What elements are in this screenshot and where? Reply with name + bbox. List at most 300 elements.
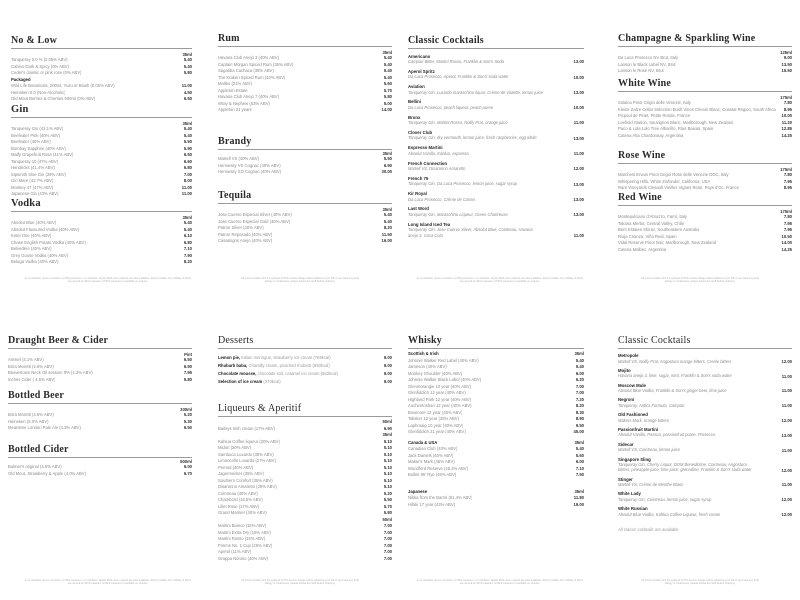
item-price: 5.10 [383,458,392,463]
item-name: Hennessy VS Cognac (40% ABV) [218,162,281,168]
cocktail-item [408,191,584,202]
item-name: Grand Marnier (40% ABV) [218,510,267,515]
cocktail-description: Tanqueray Gin, Luxardo maraschino liquor, Crème de Violette, lemon juice [408,89,543,95]
unit-label: Pint [184,352,192,357]
item-name: Appleton Estate [218,87,248,93]
cocktail-name: French Connection [408,160,448,166]
item-name: Takana Merlot, Central Valley, Chile [618,220,684,226]
dessert-text [218,362,330,370]
menu-item-row [618,68,792,75]
menu-item-row [11,191,192,198]
item-list [618,100,792,139]
item-name: Cabino Dark & Spicy (0% ABV) [11,63,69,69]
item-price: 11.80 [573,495,584,500]
cocktail-name: Old Fashioned [618,412,648,418]
cocktail-description: Tanqueray Gin, Da Luca Prosecco, lemon juice, sugar syrup [408,181,518,187]
item-price: 7.10 [183,246,192,251]
cocktail-name: Bellini [408,99,421,105]
item-name: Woodford Reserve (45.2% ABV) [408,465,468,471]
dessert-name: Chocolate mousse, [218,371,257,376]
item-name: Wild Life Botanicals, 200ml, Yuzu or Blush (0.05% ABV) [11,83,115,88]
item-name: Patron Reposado (40% ABV) [218,231,273,237]
cocktail-description: Tanqueray Gin, Cherry Liquor, DOM Benedictine, Cointreau, Angostura bitters, pineapple juice, lime juice, grenadine, Franklin & Son's soda water [618,462,752,473]
item-name: Martell VS (40% ABV) [218,156,259,161]
item-list [218,156,392,176]
item-price: 6.60 [183,158,192,164]
unit-label: 35ml [382,151,392,156]
item-name: Glenfiddich 12 year (40% ABV) [408,390,466,395]
item-price: 5.80 [183,70,192,75]
menu-item-row [8,471,192,478]
cocktail-name: Aviation [408,84,425,90]
section-red-wine [618,192,792,253]
item-list [618,172,792,192]
cocktail-name: White Lady [618,491,641,497]
item-name: Beefeater (40% ABV) [11,139,51,144]
cocktail-item [618,368,792,379]
dessert-description: chocolate soil, caramel ice cream (582kcal) [256,371,338,376]
item-name: Glenmorangie 10 year (40% ABV) [408,383,472,389]
item-price: 14.25 [781,132,792,138]
item-price: 6.00 [183,464,192,469]
item-price: 6.00 [575,459,584,464]
item-name: Chambord (16.5% ABV) [218,497,263,502]
section-title: Rose Wine [618,150,792,164]
item-price: 6.80 [183,239,192,245]
item-price: 5.60 [383,81,392,86]
item-list [11,57,192,77]
item-name: Bombay Sapphire (40% ABV) [11,145,66,151]
item-name: Midori (20% ABV) [218,445,252,450]
section-title: White Wine [618,78,792,92]
item-name: Malibu (21% ABV) [218,81,252,86]
item-price: 6.90 [383,162,392,168]
unit-label: 35ml [182,121,192,126]
cocktail-line [408,120,584,125]
cocktail-description: Absolut Vanilla, Passoa, passionfruit puree, Prosecco [618,432,716,438]
item-price: 11.00 [181,184,192,190]
section-title: Whisky [408,335,584,349]
item-name: Grey Goose Vodka (40% ABV) [11,252,69,258]
item-price: 5.40 [575,357,584,363]
item-name: Aperol (11% ABV) [218,549,252,554]
item-price: 5.40 [383,61,392,67]
cocktail-price: 12.00 [573,166,584,172]
item-name: Heineken 0.0 (Non-Alcoholic) [11,89,66,95]
item-name: Heineken (5.0% ABV) [8,418,49,424]
section-classic-cocktails [618,335,792,532]
unit-label: 50ml [382,516,392,522]
cocktail-item [408,54,584,65]
item-name: Hendricks (41.4% ABV) [11,165,55,170]
item-list [618,214,792,253]
cocktail-item [618,353,792,364]
dessert-list [218,354,392,386]
dessert-price: 9.00 [383,363,392,368]
item-price: 5.40 [383,68,392,73]
cocktail-item [618,491,792,502]
cocktail-name: Americano [408,53,431,59]
item-name: Laphroaig 10 year (40% ABV) [408,422,464,428]
item-name: Leefield Station, Sauvignon Blanc, Marlborough, New Zealand [618,119,734,125]
item-price: 7.00 [383,536,392,541]
item-name: Montepulciano d'Abruzzo, Farnì, Italy [618,214,687,219]
section-title: Draught Beer & Cider [8,335,192,349]
item-name: Maker's Mark (45% ABV) [408,459,455,464]
unit-label: 35ml [574,488,584,494]
item-price: 11.50 [381,231,392,237]
dessert-description: Italian meringue, strawberry ice cream (769kcal) [240,355,331,360]
item-price: 13.50 [781,61,792,67]
cocktail-item [618,397,792,408]
item-list [618,55,792,75]
item-name: Cointreau (40% ABV) [218,490,258,496]
item-price: 14.00 [381,107,392,112]
section-liqueurs [218,403,392,562]
item-name: Jagermeister (35% ABV) [218,471,264,476]
item-name: Meantime London Pale Ale (4.3% ABV) [8,425,81,430]
item-name: Inches Cider ( 4.5% ABV) [8,376,56,382]
item-name: Monkey Shoulder (40% ABV) [408,370,463,376]
section-title: No & Low [11,35,192,49]
section-white-wine [618,78,792,139]
item-name: Patron Silver (40% ABV) [218,225,264,230]
menu-item-row [618,185,792,192]
section-brandy [218,136,392,176]
cocktail-line [618,373,792,378]
cocktail-line [408,181,584,186]
cocktail-item [408,99,584,110]
item-name: Absolut Blue (40% ABV) [11,220,57,225]
item-name: Jameson (40% ABV) [408,364,447,369]
section-whisky [408,335,584,508]
footnote: All prices include VAT. An optional 12.5% service charge will be added to your bill. If you have any food allergy or intolerance, please advise the staff before ordering. [241,277,359,284]
cocktail-item [408,176,584,187]
cocktail-name: French 75 [408,175,429,181]
item-name: Sipsmith Sloe Gin (29% ABV) [11,171,66,177]
cocktail-description: Havana anejo 3, lime, sugar, mint, Franklin & Son's soda water [618,373,732,379]
item-list [8,357,192,383]
item-list [8,412,192,432]
item-price: 7.10 [575,465,584,471]
cocktail-line [408,90,584,95]
section-title: Rum [218,33,392,47]
item-name: Jose Cuervo Especial Gold (40% ABV) [218,218,291,224]
dessert-price: 9.00 [383,355,392,360]
section-title: Brandy [218,136,392,150]
item-name: Beluga Vodka (40% ABV) [11,259,59,264]
cocktail-price: 12.00 [781,512,792,518]
item-name: Limoncello Luxardo (27% ABV) [218,458,276,463]
item-list [218,212,392,245]
unit-label: 35ml [382,207,392,212]
dessert-row [218,370,392,378]
cocktail-item [408,145,584,156]
cocktail-price: 11.00 [781,388,792,394]
cocktails-note: All classic cocktails are available [618,527,679,533]
cocktail-description: Tanqueray Gin, Maraschino Liqueur, Green Chartreuse [408,211,508,217]
item-price: 5.10 [383,451,392,457]
cocktail-price: 11.00 [781,403,792,409]
item-price: 45.00 [573,429,584,434]
section-title: Tequila [218,190,392,204]
menu-page-cocktails-2 [600,300,800,600]
item-price: 7.95 [783,220,792,226]
menu-page-whisky [400,300,600,600]
item-price: 5.80 [183,376,192,382]
dessert-row [218,362,392,370]
item-name: Ceder's classic or pink rose (0% ABV) [11,70,82,75]
cocktail-name: Singapore Sling [618,456,651,462]
cocktail-price: 10.00 [573,105,584,111]
item-name: Monkey 47 (47% ABV) [11,184,54,190]
item-name: Johnnie Walker Black Label (40% ABV) [408,377,482,382]
footnote: All prices include VAT. An optional 12.5% service charge will be added to your bill. If you have any food allergy or intolerance, please advise the staff before ordering. [641,277,759,284]
item-name: Beefeater Pink (40% ABV) [11,132,61,138]
cocktail-price: 13.00 [573,196,584,202]
item-name: Bulmer's original (4.5% ABV) [8,464,62,469]
item-price: 7.00 [383,555,392,561]
menu-page-cocktails-1 [400,0,600,300]
item-name: Talisker 10 year (45% ABV) [408,416,459,421]
item-name: Wray & Nephew (63% ABV) [218,100,270,106]
item-price: 5.10 [383,464,392,470]
unit-label: 175ml [780,209,792,214]
cocktail-line [408,151,584,156]
menu-page-beer-cider [8,300,208,600]
cocktail-item [618,457,792,473]
item-price: 5.20 [383,490,392,496]
menu-item-row [218,556,392,563]
packaged-subheading: Packaged [11,76,31,82]
item-name: Martini Bianco (15% ABV) [218,523,267,528]
cocktail-line [408,197,584,202]
item-list [218,55,392,114]
item-price: 6.50 [183,96,192,101]
cocktail-description: Da Luca Prosecco, Aperol, Franklin & Son's soda water [408,74,509,80]
item-name: Gin Mare (42.7% ABV) [11,178,54,183]
item-price: 5.90 [183,145,192,151]
cocktail-line [618,403,792,408]
item-price: 5.70 [383,503,392,509]
cocktail-list [618,353,792,517]
item-price: 5.40 [383,74,392,80]
item-price: 6.70 [183,470,192,476]
cocktail-description: Absolut Vanilla, Kahlua, espresso [408,150,469,156]
item-price: 12.85 [781,126,792,131]
item-name: Jose Cuervo Especial Silver (40% ABV) [218,212,292,217]
unit-label: 50ml [382,419,392,424]
item-name: Tanqueray 10 (47% ABV) [11,158,59,164]
item-price: 5.40 [575,446,584,451]
cocktail-line [618,432,792,437]
item-list [11,83,192,103]
cocktail-name: Moscow Mule [618,382,646,388]
cocktail-item [408,84,584,95]
item-price: 5.10 [383,445,392,450]
item-price: 5.70 [383,87,392,93]
item-price: 7.00 [383,542,392,548]
item-name: Disaronno Amaretto (28% ABV) [218,484,277,489]
region-label: Scottish & Irish [408,351,439,356]
item-price: 5.40 [383,218,392,224]
item-name: Picpoul de Pinet, Petite Ronde, France [618,113,691,118]
spacer [408,479,584,489]
item-price: 15.50 [781,68,792,73]
item-name: Birra Moretti (4.6% ABV) [8,412,54,417]
menu-page-wine [600,0,800,300]
cocktail-price: 13.00 [573,135,584,141]
unit-label: 175ml [780,167,792,172]
item-price: 5.50 [383,497,392,502]
cocktail-description: Makers Mark, orange bitters [618,417,669,423]
cocktail-item [408,115,584,126]
item-price: 5.40 [383,55,392,60]
item-price: 9.00 [783,55,792,60]
dessert-text [218,354,331,362]
section-title: Bottled Cider [8,444,192,458]
menu-item-row [218,238,392,245]
item-price: 7.20 [575,396,584,402]
cocktail-price: 13.00 [573,89,584,95]
cocktail-line [618,418,792,423]
item-price: 16.00 [381,238,392,243]
cocktail-line [618,512,792,517]
cocktail-description: Da Luca Prosecco, peach liqueur, peach puree [408,104,494,110]
footnote: As a standard, price is served in a 25ml measure, or in doubles. Spirits 35ml upon request are also available. Spirits (Vodka, Gin, Whisky & Rum) are served as 35ml measure. A 50ml measure is available on request. [416,277,584,284]
cocktail-description: Tanqueray Gin, dry vermouth, lemon juice, fresh raspberries, egg white [408,135,537,141]
item-price: 5.10 [383,471,392,476]
cocktail-price: 12.00 [781,467,792,473]
item-name: Berri Estates Shiraz, Southeastern Australia [618,227,700,232]
item-price: 5.10 [383,438,392,444]
item-price: 8.20 [575,403,584,408]
cocktail-description: Martell VS, Cointreau, lemon juice [618,447,680,453]
whisky-groups [408,351,584,508]
item-price: 10.50 [781,233,792,239]
item-name: Malfy Grapefruit Rosa (41% ABV) [11,152,74,157]
item-price: 6.50 [183,425,192,430]
section-gin [11,104,192,198]
section-vodka [11,198,192,266]
menu-page-spirits-2 [200,0,400,300]
section-rum [218,33,392,114]
cocktail-item [618,442,792,453]
cocktail-price: 13.00 [573,212,584,218]
cocktail-item [618,383,792,394]
cocktail-price: 11.00 [781,373,792,379]
item-price: 7.00 [183,171,192,177]
item-price: 5.80 [383,510,392,515]
cocktail-description: Martell VS, Crème de Menthe Blanc [618,482,684,488]
item-name: Da Luca Prosecco NV Brut, Italy [618,55,679,60]
section-rose-wine [618,150,792,192]
item-price: 14.25 [781,246,792,252]
item-name: Rioja Crianza, Viña Real, Spain [618,233,677,239]
cocktail-name: Sidecar [618,441,634,447]
item-name: Tanqueray Gin (43.1% ABV) [11,126,64,131]
item-name: Tanqueray 0.0 % (0.05% ABV) [11,57,68,62]
menu-page-spirits-1 [8,0,208,300]
cocktail-list [408,54,584,238]
cocktail-price: 12.00 [781,497,792,503]
footnote: As a standard, price is served in a 25ml measure, or in doubles. Spirits 35ml upon request are also available. Spirits (Vodka, Gin, Whisky & Rum) are served as 35ml measure. A 50ml measure is available on request. [416,579,584,586]
item-price: 4.50 [183,89,192,95]
liqueur-groups [218,419,392,562]
item-name: Sambuca Luxardo (38% ABV) [218,451,274,457]
item-price: 5.40 [383,212,392,217]
footnote: All prices include VAT. An optional 12.5% service charge will be added to your bill. If you have any food allergy or intolerance, please advise the staff before ordering. [241,579,359,586]
item-name: Baileys Irish cream (17% ABV) [218,425,276,431]
menu-item-row [618,247,792,254]
item-name: Ketel One (40% ABV) [11,233,52,238]
region-label: Japanese [408,488,428,494]
cocktail-description: Martell VS, Noilly Prat, Angostura orange bitters, Creole bitters [618,358,732,364]
menu-item-row [8,425,192,432]
unit-label: 35ml [382,50,392,55]
dessert-name: Selection of ice cream [218,379,263,384]
item-name: Whispering Hills, White Zinfandel, California, USA [618,178,711,184]
item-list [8,464,192,477]
item-price: 6.50 [183,152,192,157]
cocktail-price: 13.00 [781,432,792,438]
item-name: Canadian Club (40% ABV) [408,446,458,451]
cocktail-description: Absolut Blue Vodka, Kahlua Coffee Liqueur, fresh cream [618,511,721,517]
cocktail-price: 13.00 [573,181,584,187]
cocktail-line [408,135,584,140]
item-price: 5.40 [183,126,192,131]
item-price: 7.00 [383,529,392,535]
item-price: 6.50 [183,357,192,362]
item-list [11,126,192,198]
item-price: 5.40 [183,63,192,69]
cocktail-line [408,105,584,110]
item-name: Old Mout, Strawberry & Apple (4.0% ABV) [8,470,86,476]
cocktail-name: White Russian [618,506,648,512]
cocktail-price: 11.00 [573,232,584,238]
cocktail-line [618,447,792,452]
section-bottled-cider [8,444,192,477]
item-name: Catena Alta Chardonnay, Argentina [618,132,684,138]
cocktail-line [408,166,584,171]
unit-label: 175ml [780,95,792,100]
item-name: Japanese Gin (43% ABV) [11,191,59,196]
cocktail-price: 11.00 [573,151,584,157]
item-price: 5.10 [383,477,392,483]
item-price: 8.20 [383,225,392,230]
cocktail-price: 13.00 [573,59,584,65]
unit-label: 35ml [574,439,584,445]
item-name: Old Mout Berries & Cherries 500ml (0% ABV) [11,96,96,101]
cocktail-price: 10.00 [573,74,584,80]
section-draught [8,335,192,383]
section-no-low [11,35,192,103]
item-price: 5.40 [183,57,192,62]
cocktail-name: Aperol Spritz [408,68,435,74]
dessert-price: 9.00 [383,379,392,384]
item-name: Hibiki 17 year (43% ABV) [408,501,456,507]
item-name: Lanson le Black Label NV, Brut [618,61,676,67]
cocktail-price: 11.00 [573,120,584,126]
item-price: 5.40 [575,364,584,369]
item-name: Lanson le Rosé NV, Brut [618,68,664,73]
item-name: Havana Club Anejo 7 (40% ABV) [218,94,279,99]
cocktail-item [618,506,792,517]
unit-label: 35ml [182,215,192,220]
item-price: 7.00 [575,390,584,395]
region-label: Canada & USA [408,439,438,445]
item-price: 5.30 [183,418,192,424]
